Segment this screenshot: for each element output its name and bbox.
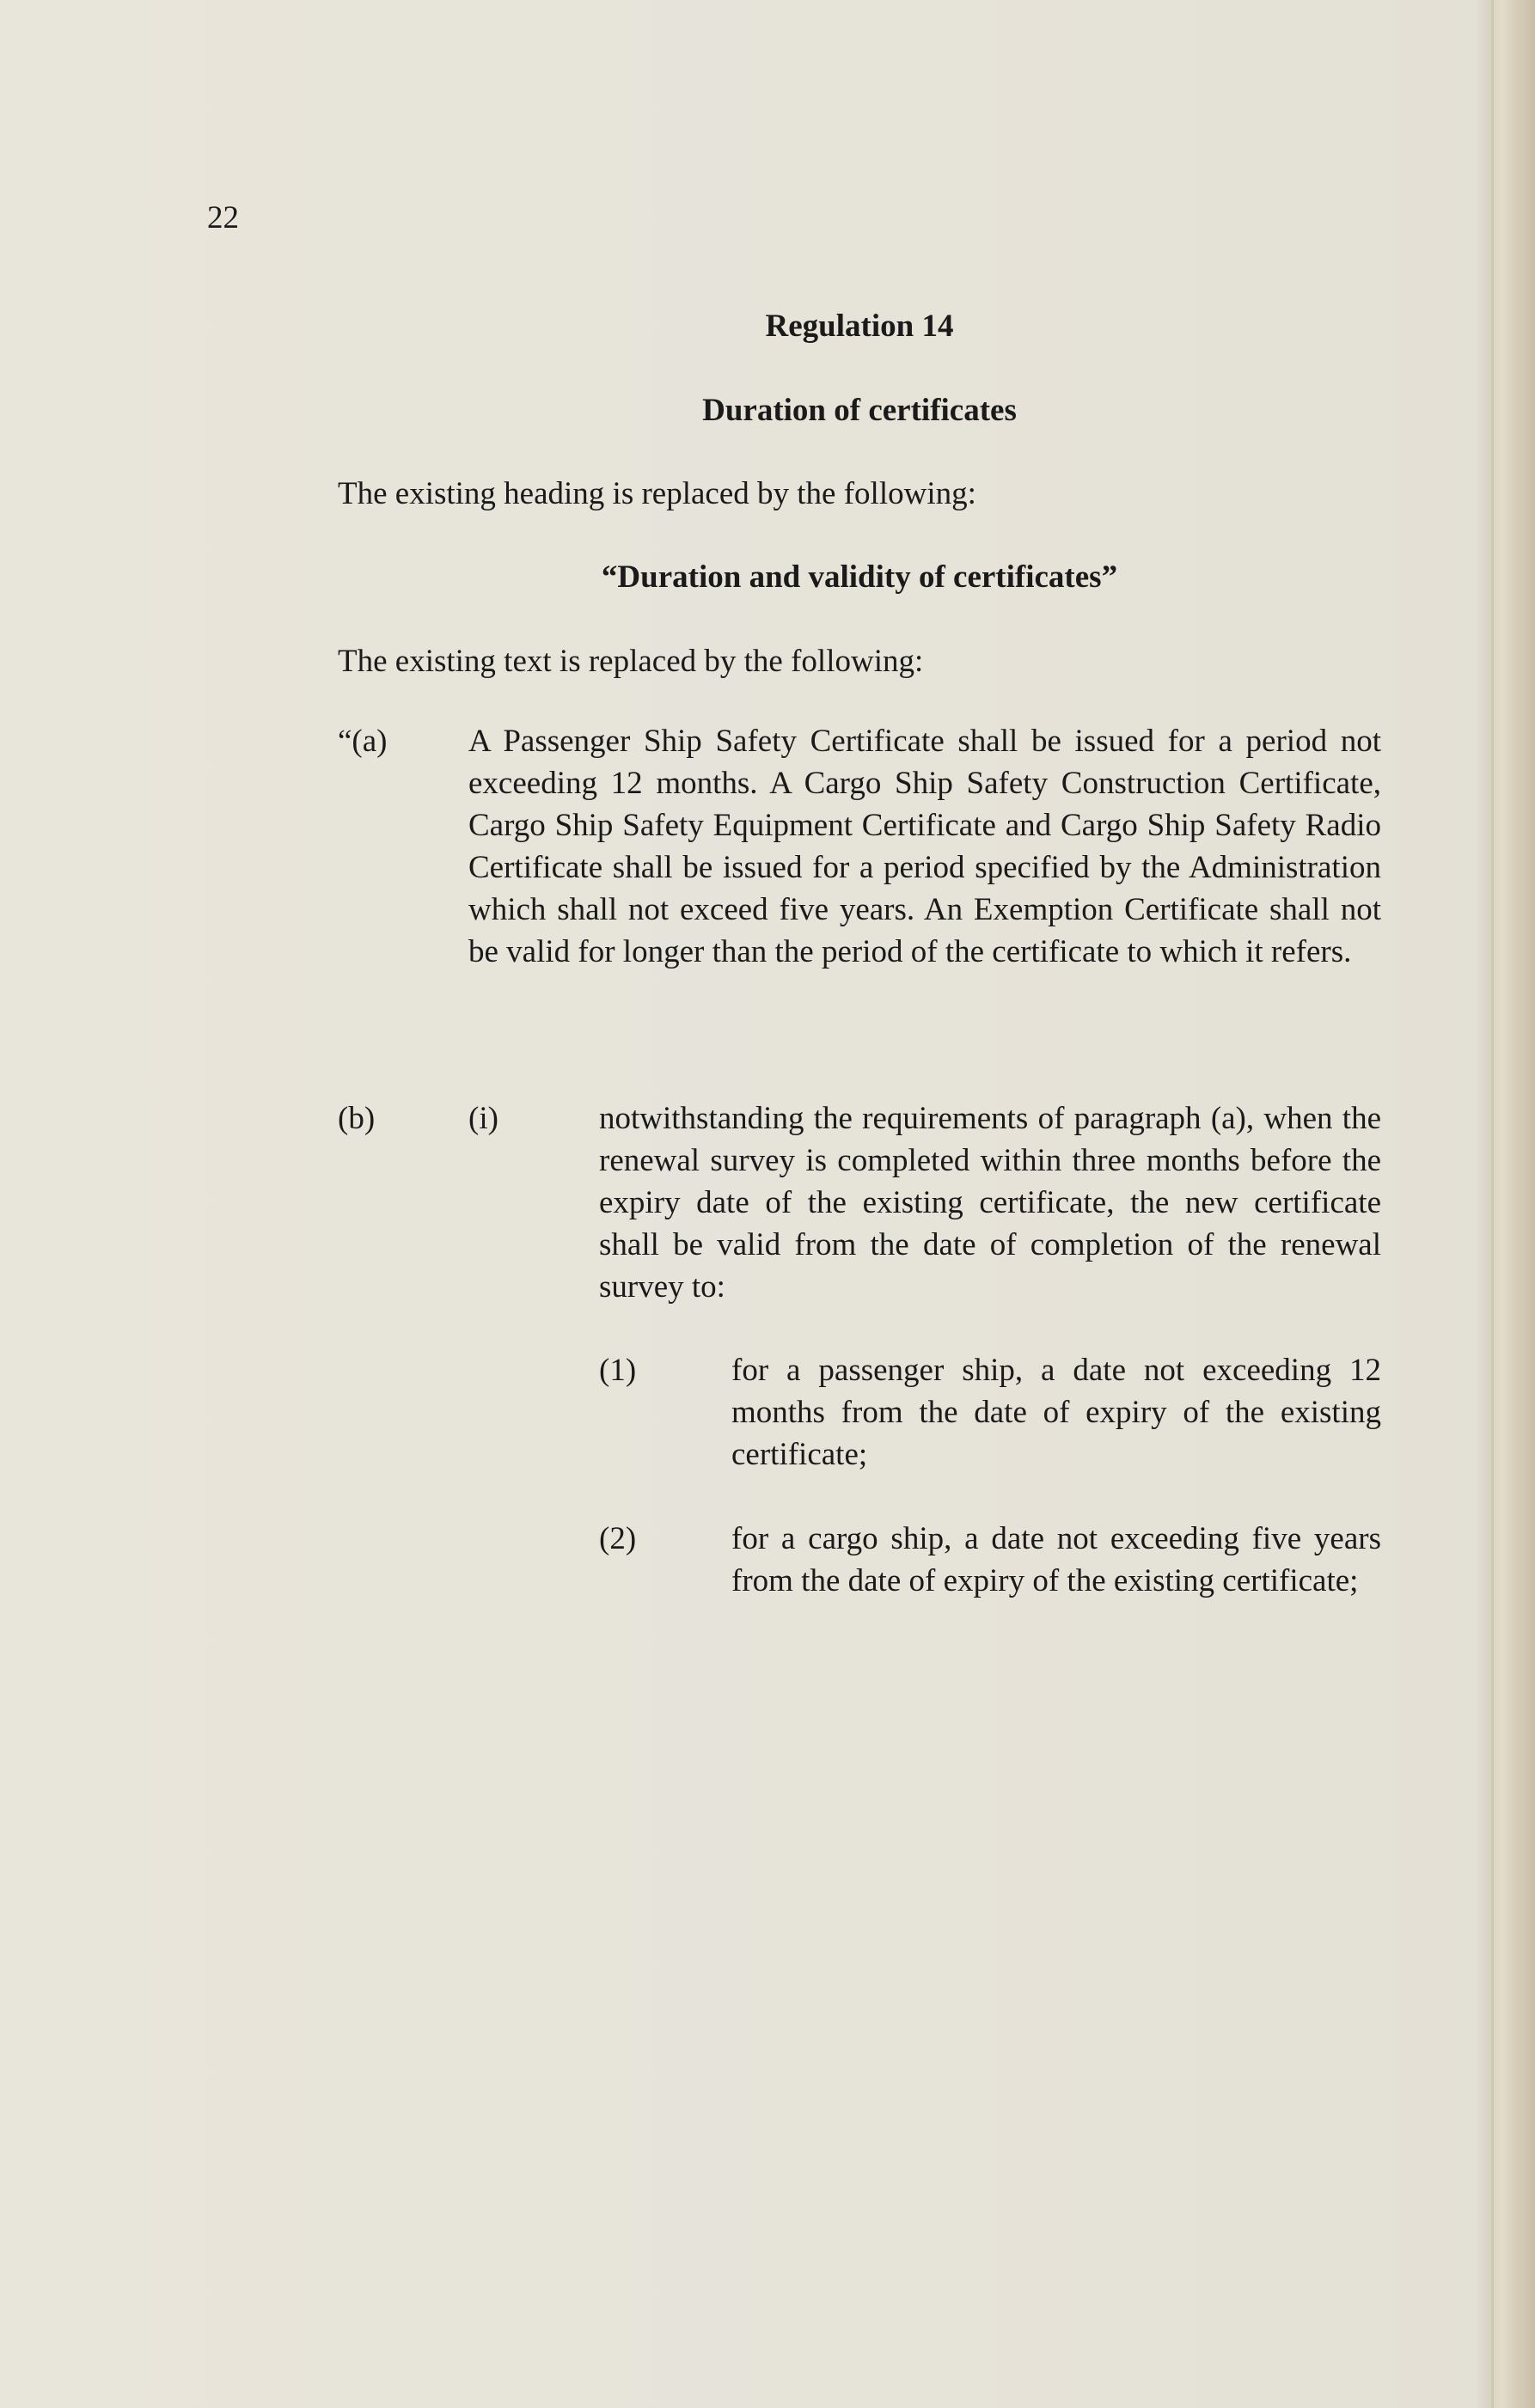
regulation-title: Regulation 14 <box>765 309 954 344</box>
text-replacement-intro: The existing text is replaced by the following: <box>338 644 924 679</box>
page-number: 22 <box>207 200 239 235</box>
regulation-subtitle: Duration of certificates <box>702 393 1017 428</box>
new-heading: “Duration and validity of certificates” <box>601 559 1118 595</box>
item-label-b: (b) <box>338 1101 376 1136</box>
subitem-label-1: (1) <box>599 1353 637 1388</box>
page-edge-line <box>1491 0 1494 2408</box>
item-label-a: “(a) <box>338 724 388 759</box>
subitem-label-2: (2) <box>599 1521 637 1556</box>
item-text-a: A Passenger Ship Safety Certificate shall be issued for a period not exceeding 12 months. A Cargo Ship Safety Construction Certificate, Cargo Ship Safety Equipment Certificate and Cargo Ship Safety Radio Certificate shall be issued for a period specified by the Administration which shall not exceed five years. An Exemption Certificate shall not be valid for longer than the period of the certificate to which it refers. <box>468 724 1381 969</box>
page-edge <box>1475 0 1535 2408</box>
subitem-text-1: for a passenger ship, a date not exceeding 12 months from the date of expiry of the existing certificate; <box>731 1353 1381 1472</box>
heading-replacement-intro: The existing heading is replaced by the following: <box>338 476 976 511</box>
item-label-b-i: (i) <box>468 1101 498 1136</box>
item-text-b-i: notwithstanding the requirements of paragraph (a), when the renewal survey is completed within three months before the expiry date of the existing certificate, the new certificate shall be valid from the date of completion of the renewal survey to: <box>599 1101 1381 1305</box>
subitem-text-2: for a cargo ship, a date not exceeding five years from the date of expiry of the existing certificate; <box>731 1521 1381 1598</box>
